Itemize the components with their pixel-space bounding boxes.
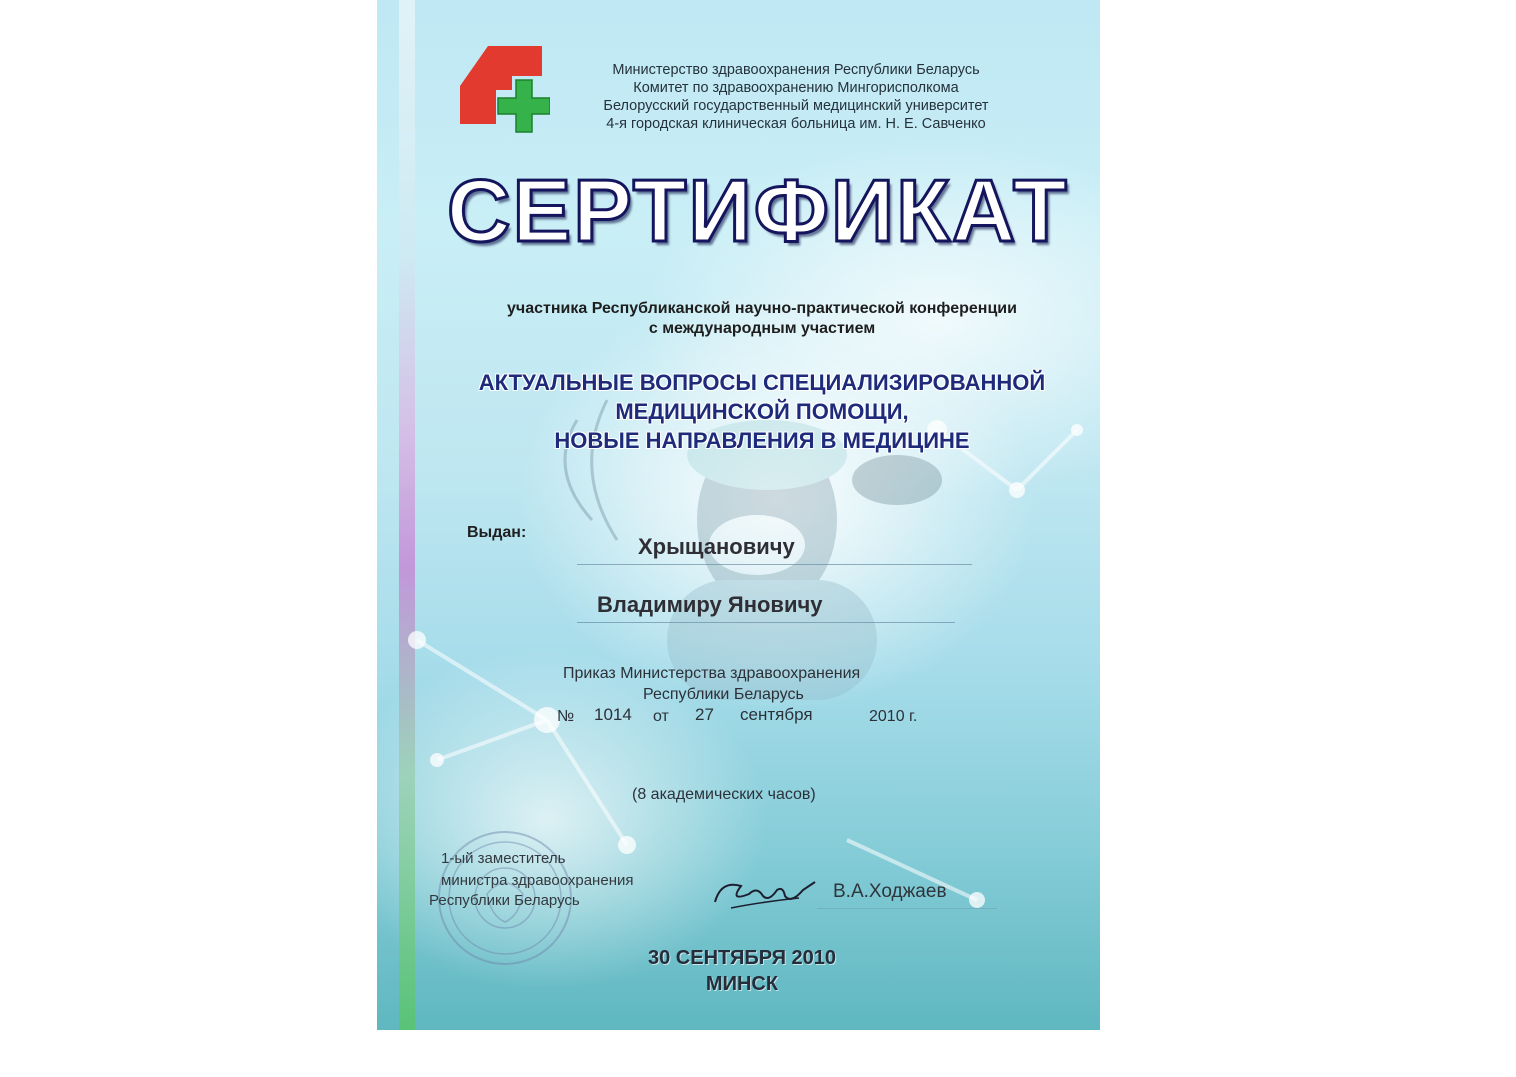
topic-line-3: НОВЫЕ НАПРАВЛЕНИЯ В МЕДИЦИНЕ bbox=[554, 428, 970, 453]
recipient-surname: Хрыщановичу bbox=[638, 534, 795, 559]
topic-line-2: МЕДИЦИНСКОЙ ПОМОЩИ, bbox=[615, 399, 909, 424]
header-line-committee: Комитет по здравоохранению Мингорисполкома bbox=[633, 80, 959, 96]
signatory-position-line-1: 1-ый заместитель bbox=[441, 850, 566, 867]
handwritten-signature bbox=[711, 872, 821, 922]
order-month: сентября bbox=[740, 705, 813, 724]
order-number-sign: № bbox=[557, 708, 575, 725]
signatory-name: В.А.Ходжаев bbox=[833, 881, 947, 902]
academic-hours: (8 академических часов) bbox=[632, 786, 816, 803]
order-from: от bbox=[653, 708, 669, 725]
signatory-position-line-3: Республики Беларусь bbox=[429, 892, 580, 909]
header-line-university: Белорусский государственный медицинский университет bbox=[603, 98, 989, 114]
order-day: 27 bbox=[695, 705, 714, 724]
surname-underline bbox=[577, 564, 972, 565]
issue-date: 30 СЕНТЯБРЯ 2010 bbox=[648, 947, 836, 969]
issue-city: МИНСК bbox=[705, 973, 779, 995]
conference-line-1: участника Республиканской научно-практической конференции bbox=[507, 300, 1017, 317]
topic-line-1: АКТУАЛЬНЫЕ ВОПРОСЫ СПЕЦИАЛИЗИРОВАННОЙ bbox=[478, 370, 1046, 395]
signature-underline bbox=[817, 908, 997, 909]
header-line-ministry: Министерство здравоохранения Республики Беларусь bbox=[612, 62, 980, 78]
medical-cross-logo-icon bbox=[460, 46, 550, 138]
certificate-title: СЕРТИФИКАТ bbox=[447, 161, 1069, 260]
given-names-underline bbox=[577, 622, 955, 623]
signatory-position-line-2: министра здравоохранения bbox=[441, 872, 634, 889]
certificate-sheet bbox=[377, 0, 1100, 1030]
order-line-2: Республики Беларусь bbox=[643, 686, 804, 703]
conference-line-2: с международным участием bbox=[648, 320, 876, 337]
order-line-1: Приказ Министерства здравоохранения bbox=[563, 665, 861, 682]
recipient-given-names: Владимиру Яновичу bbox=[597, 592, 823, 617]
header-line-hospital: 4-я городская клиническая больница им. Н. Е. Савченко bbox=[606, 116, 986, 132]
order-number: 1014 bbox=[594, 705, 632, 724]
order-year: 2010 г. bbox=[869, 708, 918, 725]
issued-to-label: Выдан: bbox=[467, 524, 527, 541]
